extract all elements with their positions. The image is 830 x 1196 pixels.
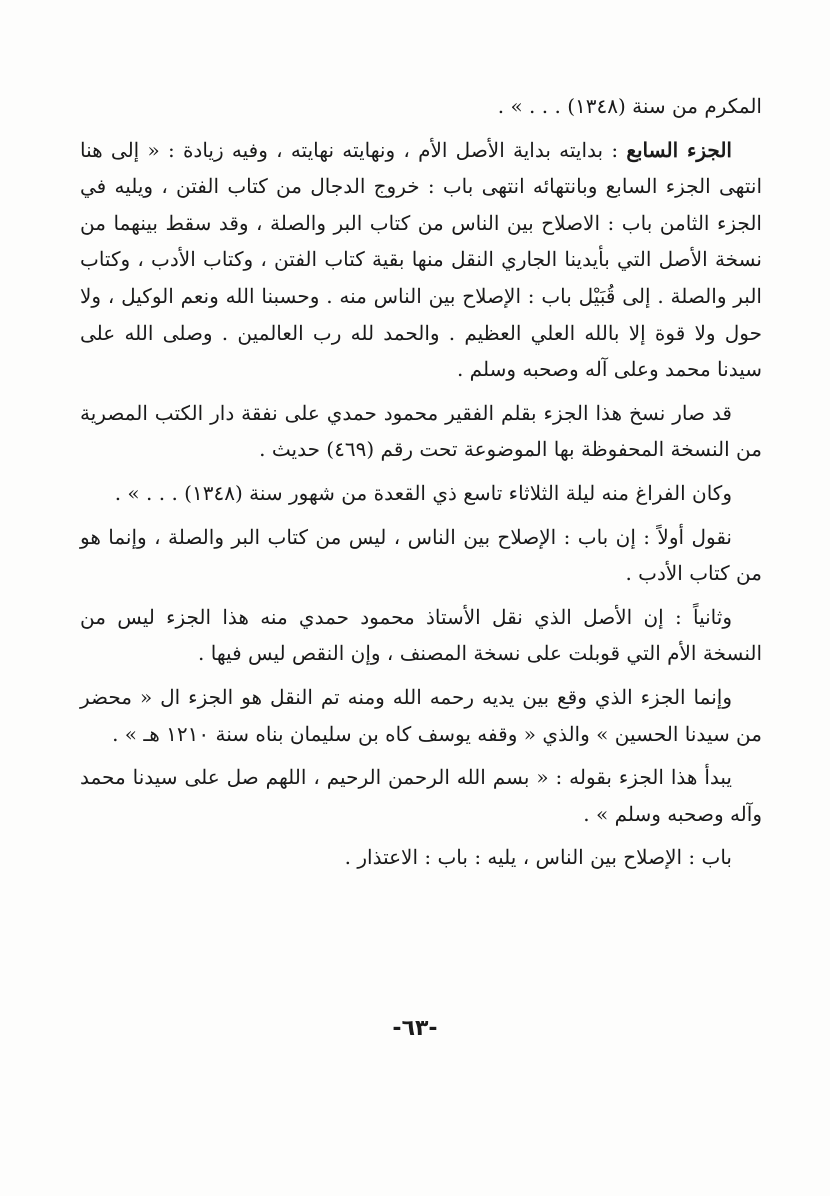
body-text [80,88,762,876]
paragraph-second-note: وثانياً : إن الأصل الذي نقل الأستاذ محمود حمدي منه هذا الجزء ليس من النسخة الأم التي قوبلت على نسخة المصنف ، وإن النقص ليس فيها . [80,604,762,666]
paragraph-copyist: قد صار نسخ هذا الجزء بقلم الفقير محمود حمدي على نفقة دار الكتب المصرية من النسخة المحفوظة بها الموضوعة تحت رقم (٤٦٩) حديث . [80,400,762,462]
paragraph-colophon-end: المكرم من سنة (١٣٤٨) . . . » . [497,94,762,118]
paragraph-manuscript-source: وإنما الجزء الذي وقع بين يديه رحمه الله ومنه تم النقل هو الجزء ال « محضر من سيدنا الحسين » والذي « وقفه يوسف كاه بن سليمان بناه سنة ١٢١٠ هـ » . [80,684,762,746]
part-seven-text: : بدايته بداية الأصل الأم ، ونهايته نهايته ، وفيه زيادة : « إلى هنا انتهى الجزء السابع وبانتهائه انتهى باب : خروج الدجال من كتاب الفتن ، ويليه في الجزء الثامن باب : الاصلاح بين الناس من كتاب البر والصلة ، وقد سقط بينهما من نسخة الأصل التي بأيدينا الجاري النقل منها بقية كتاب الفتن ، وكتاب الأدب ، وكتاب البر والصلة . إلى قُبَيْل باب : الإصلاح بين الناس منه . وحسبنا الله ونعم الوكيل ، ولا حول ولا قوة إلا بالله العلي العظيم . والحمد لله رب العالمين . وصلى الله على سيدنا محمد وعلى آله وصحبه وسلم . [80,137,762,382]
paragraph-chapter-list: باب : الإصلاح بين الناس ، يليه : باب : الاعتذار . [344,845,732,870]
paragraph-part-seven [80,132,762,388]
paragraph-first-note: نقول أولاً : إن باب : الإصلاح بين الناس ، ليس من كتاب البر والصلة ، وإنما هو من كتاب الأدب . [80,524,762,586]
paragraph-completion-date: وكان الفراغ منه ليلة الثلاثاء تاسع ذي القعدة من شهور سنة (١٣٤٨) . . . » . [114,480,732,505]
page-number: -٦٣- [392,1016,438,1041]
part-seven-heading: الجزء السابع [626,137,732,162]
paragraph-opening-formula: يبدأ هذا الجزء بقوله : « بسم الله الرحمن الرحيم ، اللهم صل على سيدنا محمد وآله وصحبه وسلم » . [80,765,762,826]
